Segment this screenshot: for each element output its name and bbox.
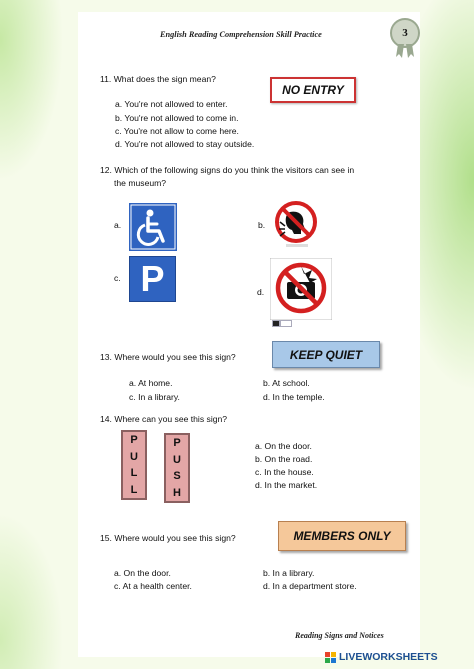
pull-letter: P [130,434,138,447]
no-entry-sign: NO ENTRY [270,77,356,103]
q14-option-a[interactable]: a. On the door. [255,441,312,451]
no-camera-sign-icon [270,258,332,320]
pull-letter: U [130,450,138,463]
footer-title: Reading Signs and Notices [295,631,384,640]
q14-option-c[interactable]: c. In the house. [255,467,314,477]
q14-question: 14. Where can you see this sign? [100,414,228,424]
q11-option-c[interactable]: c. You're not allow to come here. [115,126,239,136]
q14-option-d[interactable]: d. In the market. [255,480,318,490]
q14-option-b[interactable]: b. On the road. [255,454,313,464]
q15-option-a[interactable]: a. On the door. [114,568,171,578]
push-letter: P [173,437,181,450]
pull-letter: L [130,467,138,480]
q13-question: 13. Where would you see this sign? [100,352,236,362]
push-letter: S [173,470,181,483]
members-only-sign: MEMBERS ONLY [278,521,406,551]
q15-option-c[interactable]: c. At a health center. [114,581,192,591]
page-number-badge: 3 [390,18,420,48]
push-letter: H [173,486,181,499]
wheelchair-sign-icon [129,203,177,251]
q11-question: 11. What does the sign mean? [100,74,216,84]
q15-question: 15. Where would you see this sign? [100,533,236,543]
badge-ribbon-icon [396,44,414,58]
q13-option-c[interactable]: c. In a library. [129,392,180,402]
pull-letter: L [130,483,138,496]
q15-option-d[interactable]: d. In a department store. [263,581,357,591]
q13-option-b[interactable]: b. At school. [263,378,310,388]
keep-quiet-sign: KEEP QUIET [272,341,380,368]
header-title: English Reading Comprehension Skill Practice [160,30,322,39]
q12-question-line1: 12. Which of the following signs do you think the visitors can see in [100,165,355,175]
q12-label-a[interactable]: a. [114,220,122,230]
brand-text: LIVEWORKSHEETS [339,651,438,663]
q13-option-a[interactable]: a. At home. [129,378,173,388]
q13-option-d[interactable]: d. In the temple. [263,392,325,402]
q11-option-b[interactable]: b. You're not allowed to come in. [115,113,239,123]
q12-label-b[interactable]: b. [258,220,266,230]
push-letter: U [173,453,181,466]
q12-label-c[interactable]: c. [114,273,121,283]
q12-label-d[interactable]: d. [257,287,265,297]
creative-commons-icon [272,320,292,327]
q12-question-line2: the museum? [114,178,167,188]
q11-option-d[interactable]: d. You're not allowed to stay outside. [115,139,255,149]
q15-option-b[interactable]: b. In a library. [263,568,315,578]
pull-sign [121,430,147,500]
liveworksheets-logo-icon [325,652,336,663]
q11-option-a[interactable]: a. You're not allowed to enter. [115,99,228,109]
no-talking-sign-icon [272,200,322,250]
liveworksheets-brand[interactable] [325,651,438,663]
parking-sign-icon: P [129,256,176,302]
push-sign [164,433,190,503]
